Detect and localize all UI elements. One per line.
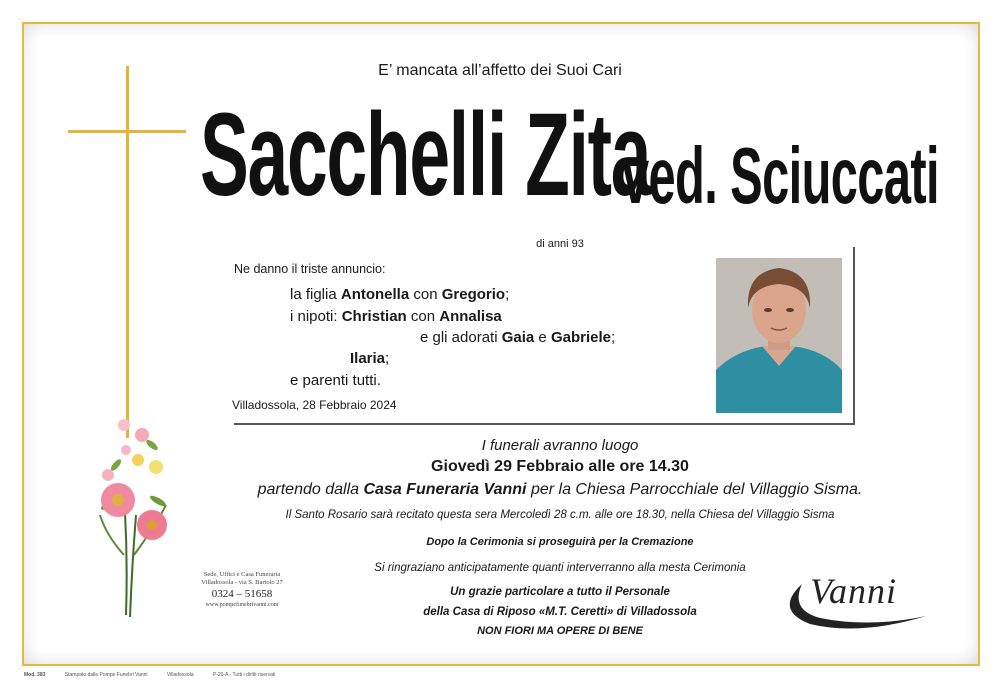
relatives-line-1 [290,286,509,303]
footer-printer: Stampato dalle Pompe Funebri Vanni [64,672,148,678]
text: per la Chiesa Parrocchiale del Villaggio Sisma. [526,481,863,498]
deceased-name-suffix: ved. Sciuccati [622,131,939,220]
relative-name: Gaia [501,329,535,346]
relative-name: Annalisa [439,308,502,325]
text: la figlia [290,286,341,303]
cross-icon-vertical [126,66,129,438]
logo-text: Vanni [810,571,898,611]
intro-text: E’ mancata all’affetto dei Suoi Cari [378,62,622,79]
relative-name: Antonella [340,286,410,303]
agency-web: www.pompefunebrivanni.com [205,602,279,608]
relatives-line-2 [290,308,502,325]
thanks-staff-line-1: Un grazie particolare a tutto il Personale [450,586,670,598]
box-border-right [853,247,855,425]
text: i nipoti: [290,308,342,325]
text: con [406,308,440,325]
agency-phone: 0324 – 51658 [211,588,273,600]
announce-label: Ne danno il triste annuncio: [234,262,386,276]
funeral-home-name: Casa Funeraria Vanni [363,481,527,498]
text: e [534,329,551,346]
place-date: Villadossola, 28 Febbraio 2024 [232,398,397,412]
text: partendo dalla [257,481,364,498]
flowers-note: NON FIORI MA OPERE DI BENE [477,625,643,637]
box-border-bottom [234,423,855,425]
funeral-datetime: Giovedì 29 Febbraio alle ore 14.30 [431,458,689,475]
relatives-line-4 [350,350,389,367]
deceased-name: Sacchelli Zita [200,89,651,221]
vanni-logo [780,566,930,632]
agency-line-2: Villadossola - via S. Bartolo 27 [201,579,283,586]
text: ; [385,350,390,367]
agency-info [192,571,292,609]
agency-line-1: Sede, Uffici e Casa Funeraria [203,571,281,578]
relative-name: Ilaria [350,350,386,367]
text: ; [505,286,510,303]
cremation-text: Dopo la Cerimonia si proseguirà per la Cremazione [426,536,694,548]
age-text: di anni 93 [536,238,584,250]
thanks-staff-line-2: della Casa di Riposo «M.T. Ceretti» di Villadossola [423,606,697,618]
relative-name: Gregorio [441,286,506,303]
footer [24,672,293,678]
relative-name: Gabriele [550,329,611,346]
portrait-photo [716,258,842,413]
footer-code: P-20-A - Tutti i diritti riservati [212,672,276,678]
relatives-line-3 [420,329,615,346]
text: e gli adorati [420,329,502,346]
footer-city: Villadossola [166,672,194,678]
rosary-text: Il Santo Rosario sarà recitato questa sera Mercoledì 28 c.m. alle ore 18.30, nella Chiesa del Villaggio Sisma [285,509,835,521]
funeral-intro: I funerali avranno luogo [481,437,639,454]
text: ; [610,329,616,346]
funeral-route [0,481,1000,499]
relative-name: Christian [341,308,407,325]
relatives-line-5: e parenti tutti. [290,372,381,389]
footer-mod: Mod. 383 [24,672,46,678]
thanks-text: Si ringraziano anticipatamente quanti interverranno alla mesta Cerimonia [374,562,746,574]
text: con [409,286,442,303]
cross-icon-horizontal [68,130,186,133]
